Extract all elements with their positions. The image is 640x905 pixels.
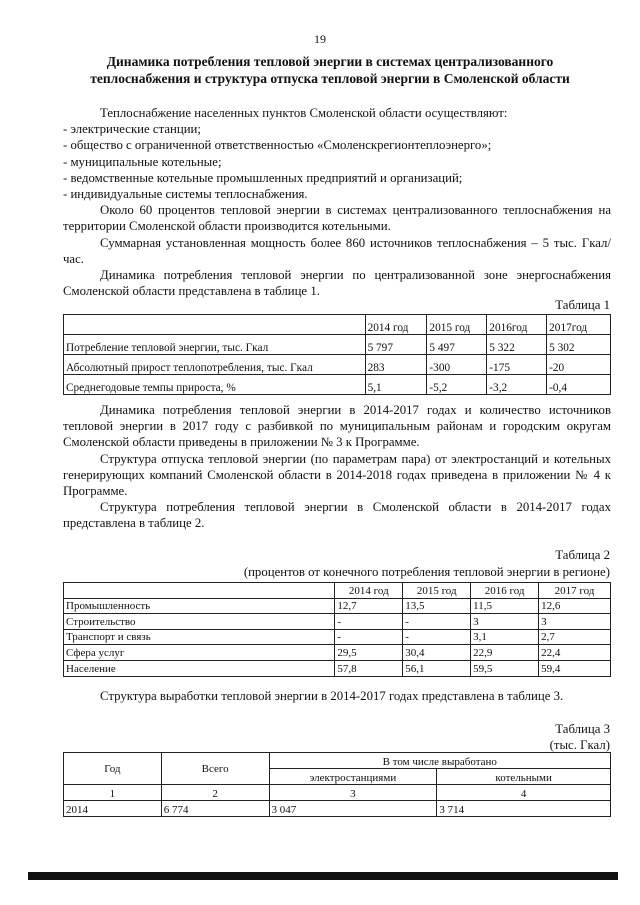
table-cell: Промышленность <box>64 598 335 614</box>
table-cell: 5 322 <box>487 335 547 355</box>
table-header-row <box>64 753 611 769</box>
table-cell: Транспорт и связь <box>64 629 335 645</box>
table-cell: В том числе выработано <box>269 753 610 769</box>
table-cell <box>64 583 335 599</box>
bottom-text <box>63 688 611 704</box>
table-row <box>64 645 611 661</box>
table2 <box>63 582 611 677</box>
table-cell: 11,5 <box>471 598 539 614</box>
table-row <box>64 629 611 645</box>
page-number: 19 <box>314 32 326 46</box>
table-cell: - <box>403 614 471 630</box>
list-item: - ведомственные котельные промышленных предприятий и организаций; <box>63 170 463 185</box>
table-cell: 3 714 <box>437 801 611 817</box>
table-cell: 2014 год <box>365 315 427 335</box>
paragraph: Суммарная установленная мощность более 860 источников теплоснабжения – 5 тыс. Гкал/час. <box>63 235 611 266</box>
list-item: - общество с ограниченной ответственностью «Смоленскрегионтеплоэнерго»; <box>63 138 492 153</box>
table-cell: -20 <box>547 355 611 375</box>
paragraph: Структура отпуска тепловой энергии (по параметрам пара) от электростанций и котельных генерирующих компаний Смоленской области в 2014-2018 годах приведена в приложении № 4 к Программе. <box>63 451 611 499</box>
middle-text <box>63 402 611 532</box>
table-cell: -300 <box>427 355 487 375</box>
table-cell: 2015 год <box>427 315 487 335</box>
table-cell: 4 <box>437 785 611 801</box>
table-cell: 2016 год <box>471 583 539 599</box>
paragraph: Динамика потребления тепловой энергии по централизованной зоне энергоснабжения Смоленской области представлена в таблице 1. <box>63 268 611 299</box>
table-cell: 22,4 <box>539 645 611 661</box>
table-cell: 13,5 <box>403 598 471 614</box>
table-header-row <box>64 583 611 599</box>
table-cell: 5 797 <box>365 335 427 355</box>
table-row <box>64 598 611 614</box>
heading-line: Динамика потребления тепловой энергии в системах централизованного <box>106 54 554 69</box>
table-cell: -175 <box>487 355 547 375</box>
table-cell: 2015 год <box>403 583 471 599</box>
table-cell: 3 <box>269 785 437 801</box>
table-row <box>64 335 611 355</box>
table-cell: 6 774 <box>161 801 269 817</box>
table-cell: - <box>335 629 403 645</box>
table-cell: Строительство <box>64 614 335 630</box>
table3 <box>63 752 611 817</box>
table-cell: котельными <box>437 769 611 785</box>
table-cell: 3 <box>471 614 539 630</box>
intro-text <box>63 105 611 299</box>
table-cell: 2014 <box>64 801 162 817</box>
table-cell: 1 <box>64 785 162 801</box>
table-cell: -3,2 <box>487 375 547 395</box>
table-row <box>64 785 611 801</box>
list-item: - индивидуальные системы теплоснабжения. <box>63 187 308 202</box>
table-cell: 12,6 <box>539 598 611 614</box>
table-cell: 59,5 <box>471 660 539 676</box>
table-row <box>64 614 611 630</box>
table-row <box>64 801 611 817</box>
table-cell: -5,2 <box>427 375 487 395</box>
table-cell: 2014 год <box>335 583 403 599</box>
table-row <box>64 355 611 375</box>
section-heading <box>60 53 600 87</box>
table-cell: Потребление тепловой энергии, тыс. Гкал <box>64 335 366 355</box>
table-cell: 56,1 <box>403 660 471 676</box>
table-cell: Сфера услуг <box>64 645 335 661</box>
table1 <box>63 314 611 395</box>
table-cell: Абсолютный прирост теплопотребления, тыс. Гкал <box>64 355 366 375</box>
table-cell: 2017 год <box>539 583 611 599</box>
table-cell: электростанциями <box>269 769 437 785</box>
table-row <box>64 375 611 395</box>
table3-caption: Таблица 3 <box>555 722 610 736</box>
table-cell: - <box>403 629 471 645</box>
table3-unit: (тыс. Гкал) <box>549 738 610 752</box>
heading-line: теплоснабжения и структура отпуска тепловой энергии в Смоленской области <box>90 71 570 86</box>
table-cell: -0,4 <box>547 375 611 395</box>
table-cell: 2016год <box>487 315 547 335</box>
paragraph: Динамика потребления тепловой энергии в 2014-2017 годах и количество источников тепловой энергии в 2017 году с разбивкой по муниципальным районам и городским округам Смоленской области приведены в приложении № 3 к Программе. <box>63 403 611 450</box>
paragraph: Структура потребления тепловой энергии в Смоленской области в 2014-2017 годах представлена в таблице 2. <box>63 500 611 531</box>
table-cell: 59,4 <box>539 660 611 676</box>
paragraph: Структура выработки тепловой энергии в 2014-2017 годах представлена в таблице 3. <box>100 689 564 703</box>
table2-caption: Таблица 2 <box>555 548 610 562</box>
table-cell: 57,8 <box>335 660 403 676</box>
table-cell: Год <box>64 753 162 785</box>
table-cell: 3,1 <box>471 629 539 645</box>
paragraph: Около 60 процентов тепловой энергии в системах централизованного теплоснабжения на территории Смоленской области производится котельными. <box>63 203 611 234</box>
table-cell: 2017год <box>547 315 611 335</box>
table-cell: 30,4 <box>403 645 471 661</box>
table-cell: 5 497 <box>427 335 487 355</box>
table1-caption: Таблица 1 <box>555 298 610 312</box>
table-cell: 283 <box>365 355 427 375</box>
table-cell: 2,7 <box>539 629 611 645</box>
table-cell: 29,5 <box>335 645 403 661</box>
table-cell: 2 <box>161 785 269 801</box>
table-cell: Население <box>64 660 335 676</box>
list-item: - муниципальные котельные; <box>63 154 222 169</box>
table-cell: 22,9 <box>471 645 539 661</box>
list-item: - электрические станции; <box>63 122 201 137</box>
table-cell: Среднегодовые темпы прироста, % <box>64 375 366 395</box>
scan-edge-bar <box>28 872 618 880</box>
table-row <box>64 660 611 676</box>
table-cell: 3 <box>539 614 611 630</box>
table-cell: 5 302 <box>547 335 611 355</box>
table-header-row <box>64 315 611 335</box>
paragraph: Теплоснабжение населенных пунктов Смоленской области осуществляют: <box>100 106 508 120</box>
table-cell: - <box>335 614 403 630</box>
table2-subcaption: (процентов от конечного потребления тепловой энергии в регионе) <box>243 565 610 579</box>
table-cell: 12,7 <box>335 598 403 614</box>
table-cell: 5,1 <box>365 375 427 395</box>
table-cell: Всего <box>161 753 269 785</box>
table-cell <box>64 315 366 335</box>
table-cell: 3 047 <box>269 801 437 817</box>
